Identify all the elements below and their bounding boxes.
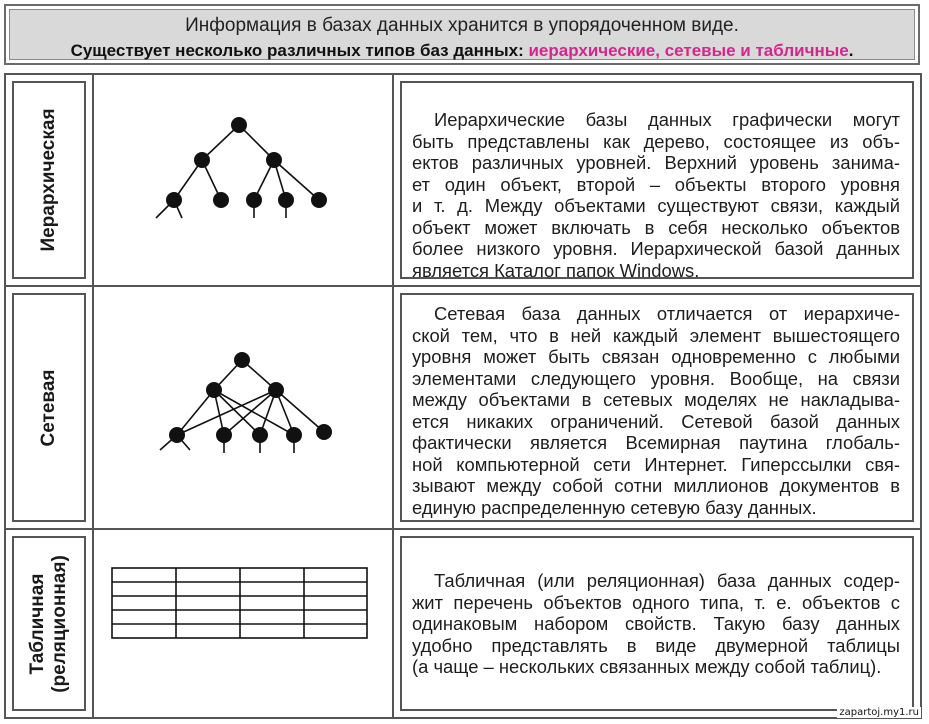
description-tabular <box>400 536 914 711</box>
database-types-table <box>4 73 922 719</box>
text-line: более низкого уровня. Иерархической базой данных <box>412 238 900 259</box>
label-hierarchical: Иерархическая <box>38 108 59 252</box>
text-line: ной компьютерной сети Интернет. Гиперссылки свя- <box>412 453 900 475</box>
row-network <box>6 287 920 528</box>
text-line: ется никаких ограничений. Сетевой базой данных <box>412 410 900 432</box>
label-cell-network <box>12 293 86 522</box>
header-types-accent: иерархические, сетевые и табличные <box>528 41 849 60</box>
text-hierarchical <box>412 109 900 281</box>
table-diagram <box>94 530 392 717</box>
text-line: Табличная (или реляционная) база данных содер- <box>434 570 900 591</box>
text-line: одинаковым набором свойств. Такую базу данных <box>412 613 900 634</box>
label-network: Сетевая <box>38 369 59 446</box>
text-line: между объектами в сетевых моделях не накладыва- <box>412 389 900 410</box>
text-line: зывают между собой сотни миллионов документов в <box>412 475 900 496</box>
header-banner <box>4 4 920 65</box>
row-tabular <box>6 530 920 717</box>
hierarchy-diagram <box>94 75 392 285</box>
header-types-suffix: . <box>848 41 854 60</box>
text-line: ской тем, что в ней каждый элемент вышестоящего <box>412 324 900 346</box>
text-tabular <box>412 570 900 678</box>
text-network <box>412 303 900 518</box>
text-line: быть представлены как дерево, состоящее из объ- <box>412 130 900 152</box>
text-line: объект может включать в себя несколько объектов <box>412 216 900 238</box>
network-diagram <box>94 287 392 528</box>
description-hierarchical <box>400 81 914 279</box>
text-line: Сетевая база данных отличается от иерархиче- <box>434 303 900 324</box>
text-line: элементами следующего уровня. Вообще, на связи <box>412 367 900 389</box>
text-line: ектов различных уровней. Верхний уровень занима- <box>412 152 900 173</box>
text-line: является Каталог папок Windows. <box>412 259 700 281</box>
column-divider <box>392 530 394 717</box>
text-line: и т. д. Между объектами существуют связи, каждый <box>412 195 900 216</box>
description-network <box>400 293 914 522</box>
header-types-prefix: Существует несколько различных типов баз данных: <box>70 41 529 60</box>
header-intro: Информация в базах данных хранится в упорядоченном виде. <box>185 15 739 36</box>
row-hierarchical <box>6 75 920 285</box>
table-grid-icon <box>94 530 392 717</box>
network-graph-icon <box>94 287 392 528</box>
label-cell-tabular <box>12 536 86 711</box>
label-cell-hierarchical <box>12 81 86 279</box>
column-divider <box>392 75 394 285</box>
text-line: (а чаще – нескольких связанных между собой таблиц). <box>412 656 882 677</box>
text-line: единую распределенную сетевую базу данных. <box>412 496 817 518</box>
text-line: удобно представлять в виде двумерной таблицы <box>412 634 900 656</box>
label-tabular <box>27 555 71 693</box>
text-line: уровня может быть связан одновременно с любыми <box>412 346 900 367</box>
header-types-line <box>6 41 918 61</box>
watermark: zapartoj.my1.ru <box>839 707 919 718</box>
text-line: ет один объект, второй – объекты второго уровня <box>412 173 900 195</box>
hierarchy-tree-icon <box>94 75 392 285</box>
label-tabular-sub: (реляционная) <box>49 554 70 693</box>
label-tabular-main: Табличная <box>27 573 48 674</box>
text-line: Иерархические базы данных графически могут <box>434 109 900 130</box>
text-line: жит перечень объектов одного типа, т. е. объектов с <box>412 591 900 613</box>
column-divider <box>392 287 394 528</box>
text-line: фактически является Всемирная паутина глобаль- <box>412 432 900 453</box>
